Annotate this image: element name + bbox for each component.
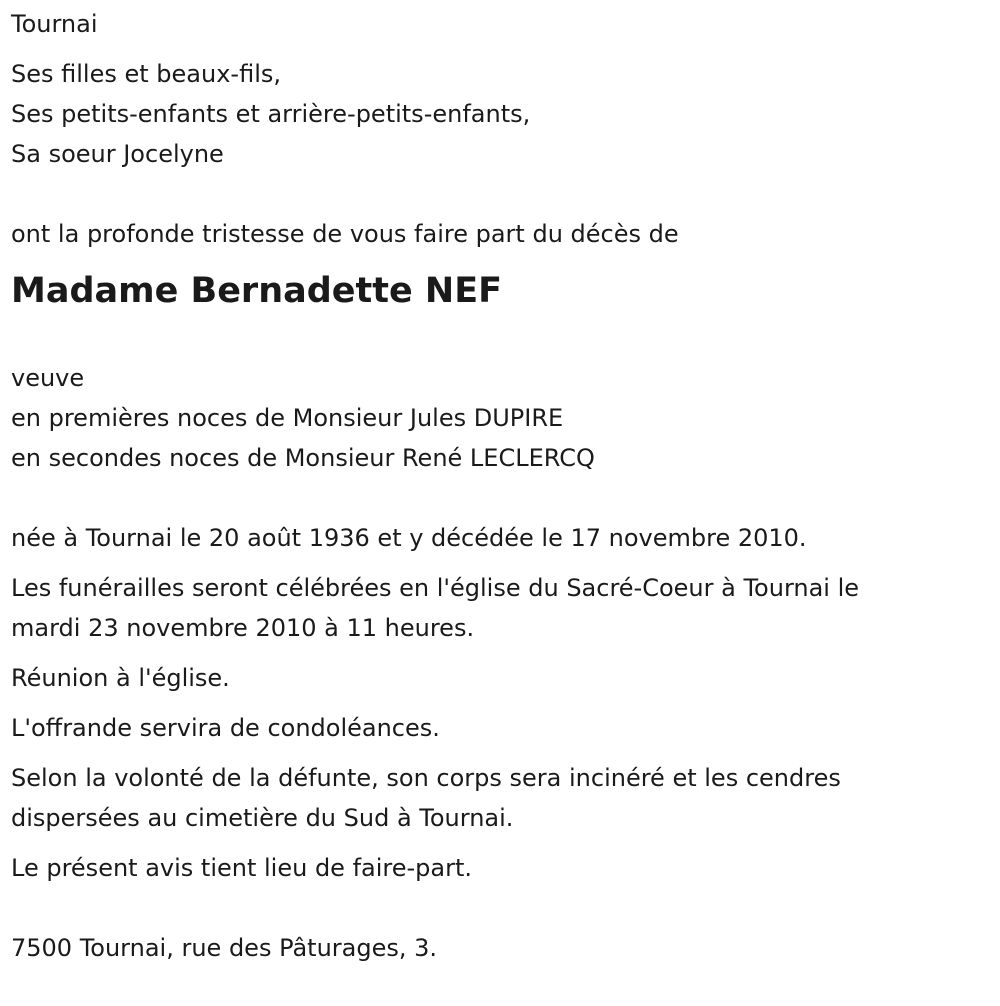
spacer: [11, 174, 986, 214]
spacer: [11, 478, 986, 518]
announcement-text: ont la profonde tristesse de vous faire part du décès de: [11, 220, 679, 248]
family-line: Ses filles et beaux-fils,: [11, 60, 281, 88]
marital-status: [11, 358, 986, 478]
funeral-text: [11, 568, 986, 648]
cremation-text: [11, 758, 986, 838]
spacer: [11, 44, 986, 54]
funeral-line: Les funérailles seront célébrées en l'église du Sacré-Coeur à Tournai le: [11, 574, 860, 602]
family-line: Ses petits-enfants et arrière-petits-enfants,: [11, 100, 531, 128]
notice-note-text: Le présent avis tient lieu de faire-part.: [11, 854, 473, 882]
meeting-text: Réunion à l'église.: [11, 664, 230, 692]
marital-line: veuve: [11, 364, 85, 392]
cremation-line: dispersées au cimetière du Sud à Tournai.: [11, 804, 514, 832]
marital-line: en secondes noces de Monsieur René LECLERCQ: [11, 444, 595, 472]
cremation-line: Selon la volonté de la défunte, son corps sera incinéré et les cendres: [11, 764, 841, 792]
funeral-line: mardi 23 novembre 2010 à 11 heures.: [11, 614, 475, 642]
birth-death-text: née à Tournai le 20 août 1936 et y décédée le 17 novembre 2010.: [11, 524, 807, 552]
deceased-name: Madame Bernadette NEF: [11, 271, 503, 311]
offering-text: L'offrande servira de condoléances.: [11, 714, 440, 742]
spacer: [11, 888, 986, 928]
address-text: 7500 Tournai, rue des Pâturages, 3.: [11, 934, 438, 962]
death-notice: [11, 4, 986, 968]
location-heading: Tournai: [11, 10, 98, 38]
family-line: Sa soeur Jocelyne: [11, 140, 224, 168]
family-list: [11, 54, 986, 174]
marital-line: en premières noces de Monsieur Jules DUPIRE: [11, 404, 564, 432]
